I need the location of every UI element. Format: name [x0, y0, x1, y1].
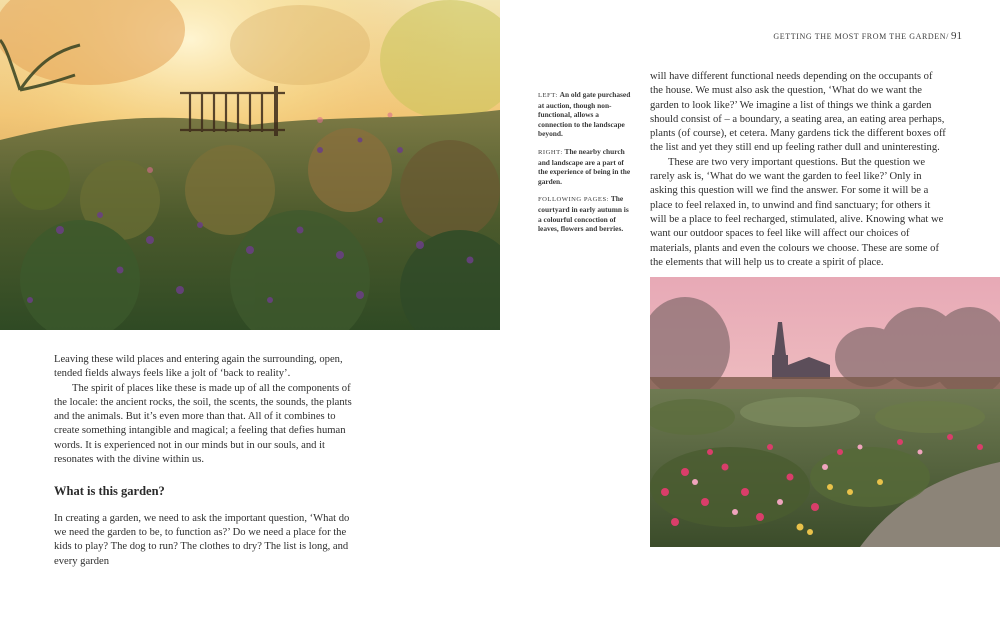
page-number: 91 [951, 30, 962, 42]
body-paragraph: These are two very important questions. But the question we rarely ask is, ‘What do we want the garden to feel like?’ Only in asking this question will we find the answer. For some it will be a place to feel relaxed in, to unwind and find sanctuary; for others it will be a place to feel recharged, stimulated, alive. Knowing what we want our outdoor spaces to feel like will affect our choices of materials, plants and even the colours we choose. These are some of the elements that will help us to create a spirit of place. [650, 156, 944, 268]
body-paragraph: will have different functional needs depending on the occupants of the house. We must also ask the question, ‘What do we want the garden to look like?’ We imagine a list of things we think a garden should consist of – a boundary, a seating area, an eating area perhaps, plants (of course), et cetera. Many gardens tick the different boxes off the list and yet they still end up feeling rather dull and uninteresting. [650, 71, 946, 154]
body-paragraph: In creating a garden, we need to ask the important question, ‘What do we need the garden to be, to function as?’ Do we need a place for the kids to play? The dog to run? The clothes to dry? The list is long, and every garden [54, 512, 350, 567]
running-title: GETTING THE MOST FROM THE GARDEN/ [773, 32, 949, 41]
section-heading: What is this garden? [54, 484, 165, 499]
body-paragraph: Leaving these wild places and entering again the surrounding, open, tended fields always feels like a jolt of ‘back to reality’. [54, 354, 343, 380]
left-text-column [54, 353, 354, 569]
right-text-column [650, 70, 946, 270]
caption-right: RIGHT: The nearby church and landscape are a part of the experience of being in the garden. [538, 146, 631, 186]
body-paragraph: The spirit of places like these is made up of all the components of the locale: the ancient rocks, the soil, the scents, the sounds, the plants and the animals. But it’s even more than that. All of it combines to create something intangible and magical; a feeling that defies human words. It is experienced not in our minds but in our souls, and it resonates with the divine within us. [54, 382, 352, 466]
garden-sunrise-photo [0, 0, 500, 330]
photo-captions [538, 90, 634, 242]
caption-following-pages: FOLLOWING PAGES: The courtyard in early autumn is a colourful concoction of leaves, flowers and berries. [538, 194, 629, 234]
running-header [773, 30, 962, 42]
caption-left: LEFT: An old gate purchased at auction, though non-functional, allows a connection to the landscape beyond. [538, 90, 631, 139]
church-garden-photo [650, 277, 1000, 547]
